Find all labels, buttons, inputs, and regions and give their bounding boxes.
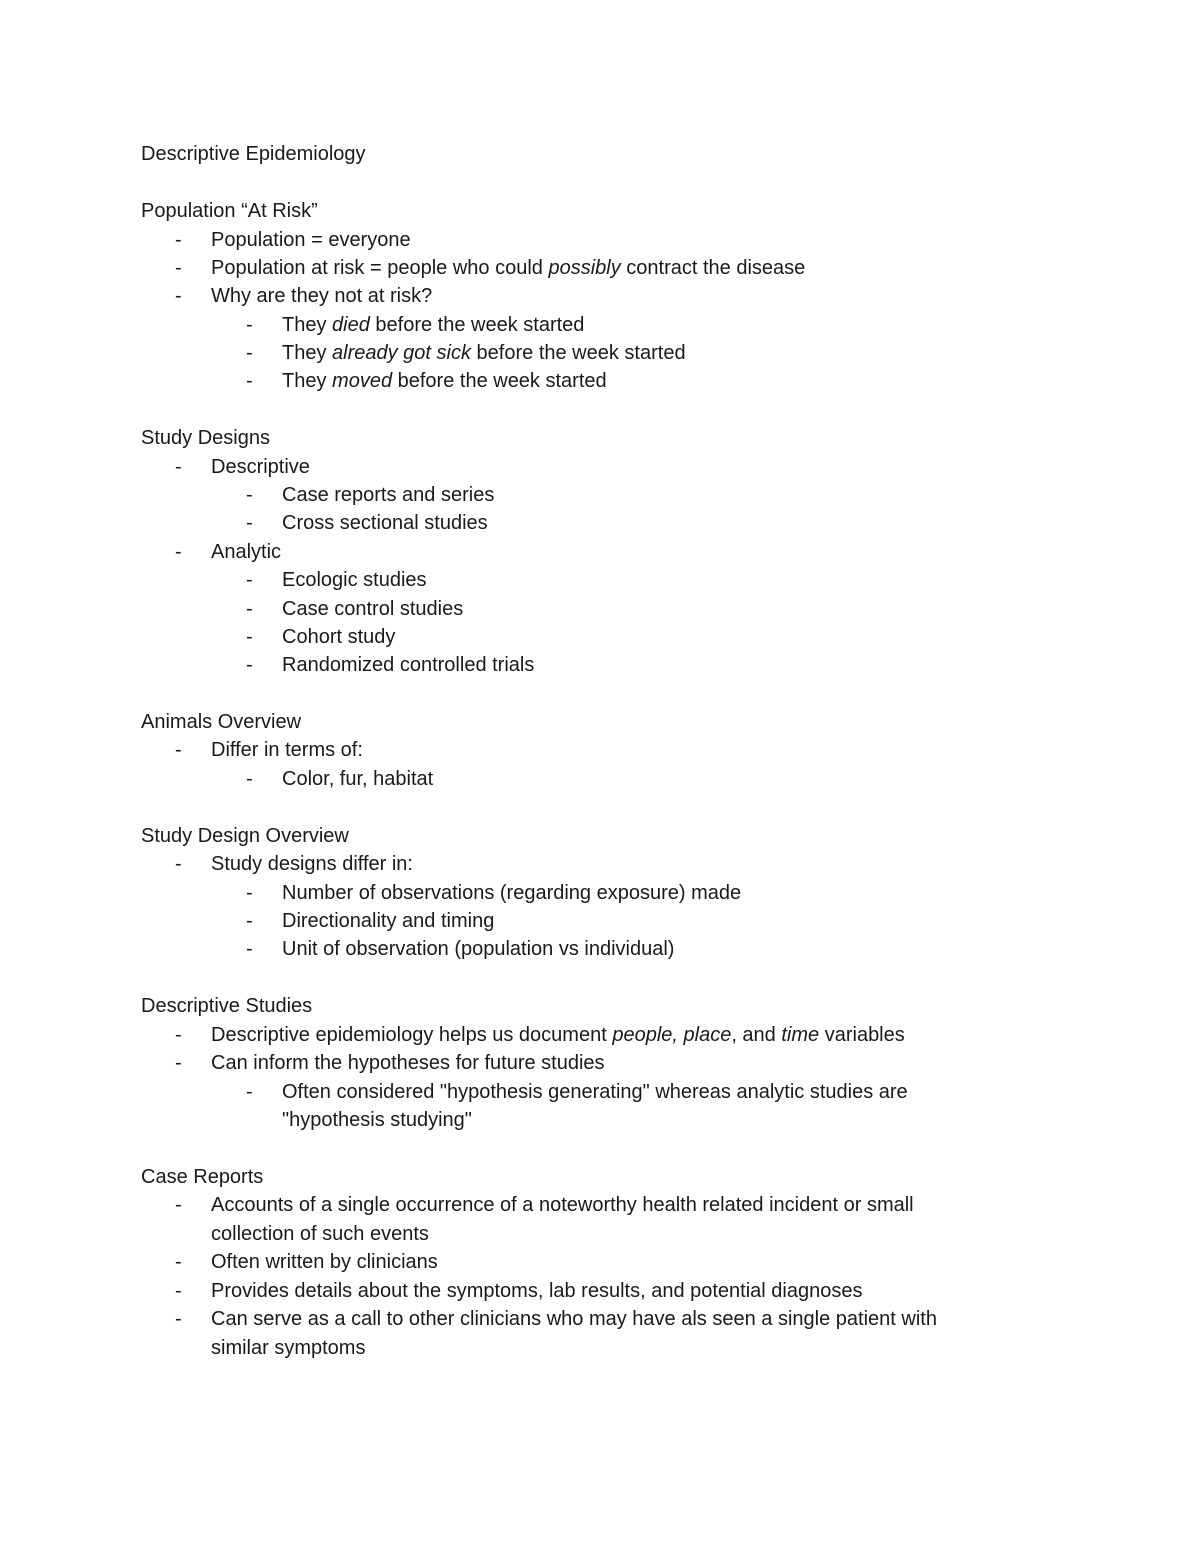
list-item-text-part: , and: [731, 1024, 782, 1046]
bullet-dash: -: [246, 598, 253, 620]
bullet-dash: -: [175, 853, 182, 875]
list-item-text: Number of observations (regarding exposure) made: [282, 882, 742, 904]
list-item-text: [282, 339, 686, 367]
bullet-dash: -: [175, 1308, 182, 1330]
list-item-text-part: They: [282, 314, 333, 336]
list-item-text: Cohort study: [282, 626, 396, 648]
list-item-text: similar symptoms: [211, 1337, 366, 1359]
list-item-text: [211, 1021, 905, 1049]
list-item-text: Differ in terms of:: [211, 739, 363, 761]
list-item-text-part: contract the disease: [620, 257, 806, 279]
list-item-text: Can inform the hypotheses for future studies: [211, 1052, 605, 1074]
bullet-dash: -: [175, 456, 182, 478]
section-heading-animals-overview: Animals Overview: [141, 711, 302, 733]
emphasis-text: possibly: [548, 257, 621, 279]
section-heading-population-at-risk: Population “At Risk”: [141, 200, 318, 222]
bullet-dash: -: [246, 484, 253, 506]
list-item-text: Population = everyone: [211, 229, 411, 251]
section-heading-descriptive-studies: Descriptive Studies: [141, 995, 313, 1017]
list-item-text: Unit of observation (population vs individual): [282, 938, 675, 960]
bullet-dash: -: [175, 1052, 182, 1074]
emphasis-text: died: [332, 314, 370, 336]
bullet-dash: -: [246, 342, 253, 364]
bullet-dash: -: [175, 257, 182, 279]
list-item-text: Cross sectional studies: [282, 512, 488, 534]
emphasis-text: already got sick: [332, 342, 471, 364]
list-item-text-part: They: [282, 370, 333, 392]
list-item-text: Why are they not at risk?: [211, 285, 433, 307]
bullet-dash: -: [175, 1194, 182, 1216]
list-item-text: Can serve as a call to other clinicians who may have als seen a single patient with: [211, 1308, 937, 1330]
list-item-text-part: before the week started: [471, 342, 686, 364]
list-item-text-part: before the week started: [392, 370, 607, 392]
section-heading-study-design-overview: Study Design Overview: [141, 825, 349, 847]
bullet-dash: -: [246, 512, 253, 534]
bullet-dash: -: [246, 569, 253, 591]
list-item-text: Color, fur, habitat: [282, 768, 434, 790]
list-item-text: Provides details about the symptoms, lab results, and potential diagnoses: [211, 1280, 863, 1302]
list-item-text: [282, 367, 607, 395]
list-item-text: Often considered "hypothesis generating" whereas analytic studies are: [282, 1081, 908, 1103]
bullet-dash: -: [246, 910, 253, 932]
list-item-text: Randomized controlled trials: [282, 654, 535, 676]
list-item-text: Directionality and timing: [282, 910, 495, 932]
bullet-dash: -: [175, 1024, 182, 1046]
bullet-dash: -: [246, 370, 253, 392]
emphasis-text: time: [781, 1024, 820, 1046]
bullet-dash: -: [246, 938, 253, 960]
list-item-text: Case control studies: [282, 598, 464, 620]
bullet-dash: -: [175, 541, 182, 563]
bullet-dash: -: [175, 229, 182, 251]
list-item-text-part: Descriptive epidemiology helps us document: [211, 1024, 613, 1046]
section-heading-study-designs: Study Designs: [141, 427, 270, 449]
list-item-text: Case reports and series: [282, 484, 495, 506]
list-item-text-part: before the week started: [369, 314, 585, 336]
bullet-dash: -: [246, 768, 253, 790]
section-heading-case-reports: Case Reports: [141, 1166, 264, 1188]
list-item-text: [282, 311, 584, 339]
list-item-text: Study designs differ in:: [211, 853, 413, 875]
bullet-dash: -: [246, 1081, 253, 1103]
list-item-text: [211, 254, 805, 282]
list-item-text: collection of such events: [211, 1223, 429, 1245]
bullet-dash: -: [246, 882, 253, 904]
bullet-dash: -: [175, 285, 182, 307]
bullet-dash: -: [246, 626, 253, 648]
list-item-text: Analytic: [211, 541, 282, 563]
list-item-text-part: Population at risk = people who could: [211, 257, 549, 279]
bullet-dash: -: [175, 739, 182, 761]
list-item-text: Accounts of a single occurrence of a noteworthy health related incident or small: [211, 1194, 914, 1216]
emphasis-text: people, place: [612, 1024, 732, 1046]
list-item-text-part: variables: [819, 1024, 905, 1046]
bullet-dash: -: [175, 1251, 182, 1273]
emphasis-text: moved: [332, 370, 393, 392]
list-item-text: Ecologic studies: [282, 569, 427, 591]
bullet-dash: -: [246, 654, 253, 676]
bullet-dash: -: [246, 314, 253, 336]
bullet-dash: -: [175, 1280, 182, 1302]
list-item-text: "hypothesis studying": [282, 1109, 472, 1131]
list-item-text: Descriptive: [211, 456, 310, 478]
document-title: Descriptive Epidemiology: [141, 143, 366, 165]
list-item-text: Often written by clinicians: [211, 1251, 438, 1273]
list-item-text-part: They: [282, 342, 333, 364]
